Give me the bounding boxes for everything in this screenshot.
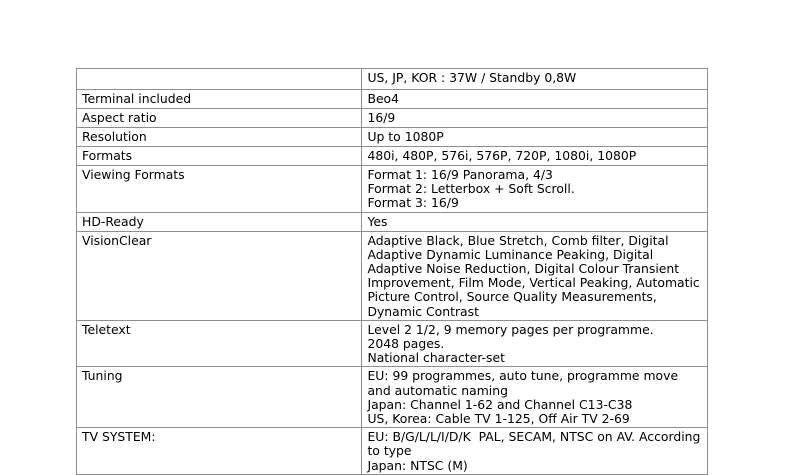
spec-label: Tuning — [77, 367, 362, 428]
spec-value — [362, 212, 708, 231]
spec-row — [77, 212, 708, 231]
spec-label: TV SYSTEM: — [77, 428, 362, 475]
spec-row — [77, 367, 708, 428]
spec-value-line: US, Korea: Cable TV 1-125, Off Air TV 2-69 — [367, 411, 630, 427]
spec-value-line: Up to 1080P — [367, 129, 444, 144]
spec-value — [362, 367, 708, 428]
spec-row — [77, 320, 708, 367]
spec-table-body — [77, 69, 708, 475]
spec-table — [76, 68, 708, 475]
spec-value — [362, 147, 708, 166]
spec-value — [362, 231, 708, 320]
spec-label — [77, 69, 362, 90]
spec-value — [362, 90, 708, 109]
spec-value-line: National character-set — [367, 350, 505, 366]
spec-value-line: Japan: NTSC (M) — [367, 457, 468, 473]
spec-value-line: Beo4 — [367, 91, 400, 106]
spec-row — [77, 428, 708, 475]
spec-label: Terminal included — [77, 90, 362, 109]
spec-value-line: 480i, 480P, 576i, 576P, 720P, 1080i, 1080P — [367, 148, 637, 163]
spec-value — [362, 320, 708, 367]
spec-value-line: Format 3: 16/9 — [367, 195, 459, 211]
spec-value-line: Yes — [367, 213, 388, 229]
spec-row — [77, 166, 708, 213]
top-margin — [0, 0, 800, 68]
spec-value-line: Level 2 1/2, 9 memory pages per programme. — [367, 321, 654, 337]
spec-row — [77, 231, 708, 320]
spec-value — [362, 128, 708, 147]
spec-value — [362, 109, 708, 128]
spec-value — [362, 428, 708, 475]
spec-row — [77, 109, 708, 128]
spec-value-line: Japan: Channel 1-62 and Channel C13-C38 — [367, 396, 633, 412]
spec-value — [362, 69, 708, 90]
spec-label: Aspect ratio — [77, 109, 362, 128]
spec-value-line: 2048 pages. — [367, 336, 445, 352]
spec-value — [362, 166, 708, 213]
spec-value-line: Format 1: 16/9 Panorama, 4/3 — [367, 167, 553, 182]
spec-value-line: Format 2: Letterbox + Soft Scroll. — [367, 181, 575, 197]
spec-value-line: US, JP, KOR : 37W / Standby 0,8W — [367, 70, 577, 85]
spec-row — [77, 90, 708, 109]
spec-value-line: 16/9 — [367, 110, 396, 125]
spec-row — [77, 147, 708, 166]
spec-row — [77, 128, 708, 147]
spec-value-line: EU: B/G/L/L/I/D/K PAL, SECAM, NTSC on AV. According to type — [367, 429, 705, 459]
spec-label: Teletext — [77, 320, 362, 367]
spec-value-line: EU: 99 programmes, auto tune, programme move and automatic naming — [367, 368, 683, 398]
spec-label: VisionClear — [77, 231, 362, 320]
spec-label: Resolution — [77, 128, 362, 147]
spec-label: Formats — [77, 147, 362, 166]
spec-label: Viewing Formats — [77, 166, 362, 213]
spec-label: HD-Ready — [77, 212, 362, 231]
spec-value-line: Adaptive Black, Blue Stretch, Comb filter, Digital Adaptive Dynamic Luminance Peaking, Digital Adaptive Noise Reduction, Digital Colour Transient Improvement, Film Mode, Vertical Peaking, Automatic Picture Control, Source Quality Measurements, Dynamic Contrast — [367, 232, 704, 319]
spec-row — [77, 69, 708, 90]
